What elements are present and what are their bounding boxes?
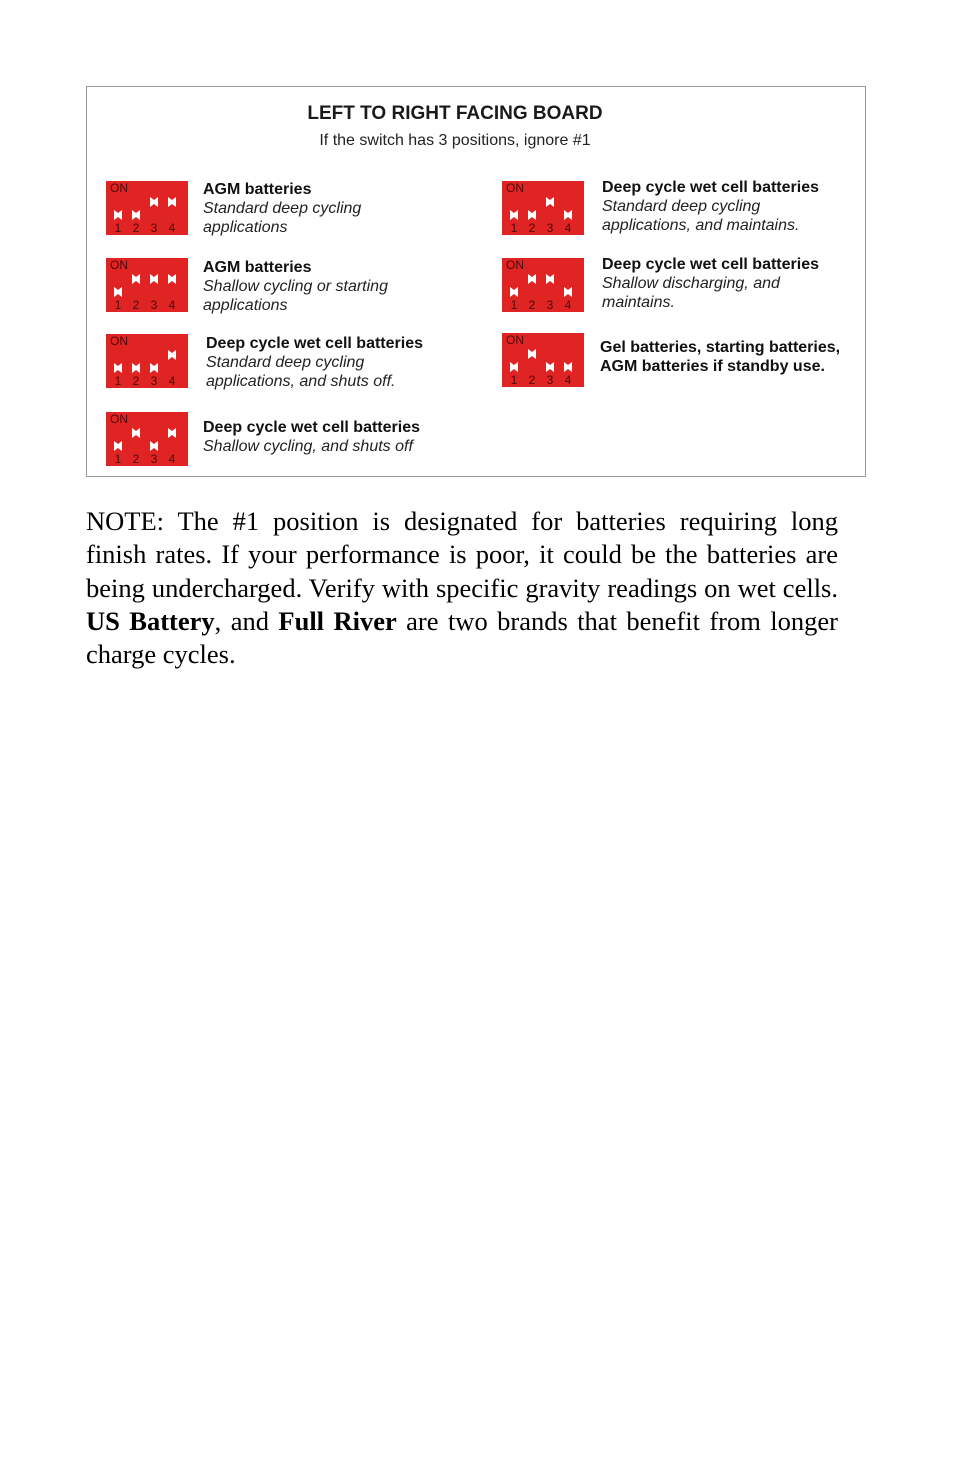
dip-switch-toggle-down xyxy=(132,363,140,373)
entry-desc: Shallow cycling or starting xyxy=(203,278,388,295)
dip-switch-number: 2 xyxy=(528,221,536,235)
entry-desc: Shallow discharging, and xyxy=(602,275,780,292)
dip-switch-toggle-up xyxy=(150,197,158,207)
dip-switch-toggle-down xyxy=(114,363,122,373)
entry-desc: applications xyxy=(203,297,288,314)
dip-on-label: ON xyxy=(110,412,128,426)
dip-switch-toggle-up xyxy=(528,349,536,359)
dip-switch-block xyxy=(502,333,584,387)
dip-switch-toggle-up xyxy=(546,197,554,207)
dip-switch-number: 4 xyxy=(564,373,572,387)
entry-desc: Shallow cycling, and shuts off xyxy=(203,438,413,455)
brand-full-river: Full River xyxy=(278,605,397,636)
note-paragraph xyxy=(86,505,838,671)
figure-subtitle: If the switch has 3 positions, ignore #1 xyxy=(319,132,591,149)
dip-switch-number: 3 xyxy=(546,373,554,387)
dip-switch-toggle-down xyxy=(150,363,158,373)
dip-switch-toggle-down xyxy=(564,362,572,372)
dip-switch-toggle-up xyxy=(132,428,140,438)
entry-desc: Standard deep cycling xyxy=(602,198,761,215)
dip-switch-number: 1 xyxy=(114,298,122,312)
entry-desc: Standard deep cycling xyxy=(206,354,365,371)
dip-switch-toggle-up xyxy=(546,274,554,284)
dip-switch-number: 1 xyxy=(510,298,518,312)
figure-title: LEFT TO RIGHT FACING BOARD xyxy=(307,103,603,124)
entry-title: AGM batteries xyxy=(203,181,312,198)
dip-switch-toggle-down xyxy=(114,441,122,451)
dip-switch-toggle-down xyxy=(132,210,140,220)
dip-switch-toggle-down xyxy=(114,287,122,297)
dip-switch-toggle-up xyxy=(528,274,536,284)
dip-switch-number: 1 xyxy=(114,221,122,235)
entry-desc: applications, and maintains. xyxy=(602,217,800,234)
note-text: are two brands that benefit from longer charge cycles. xyxy=(86,605,838,670)
dip-switch-number: 3 xyxy=(150,374,158,388)
dip-switch-number: 2 xyxy=(132,221,140,235)
entry-title: AGM batteries xyxy=(203,259,312,276)
dip-on-label: ON xyxy=(110,334,128,348)
dip-switch-number: 1 xyxy=(510,373,518,387)
dip-switch-number: 3 xyxy=(150,452,158,466)
entry-desc: applications, and shuts off. xyxy=(206,373,396,390)
dip-switch-block xyxy=(106,412,188,466)
dip-switch-figure xyxy=(86,86,866,477)
note-text: , and xyxy=(214,605,279,636)
dip-switch-number: 3 xyxy=(150,298,158,312)
dip-switch-number: 4 xyxy=(168,452,176,466)
dip-switch-number: 2 xyxy=(132,298,140,312)
dip-switch-number: 1 xyxy=(510,221,518,235)
dip-switch-block xyxy=(106,258,188,312)
dip-switch-block xyxy=(502,258,584,312)
entry-desc: applications xyxy=(203,219,288,236)
dip-switch-number: 4 xyxy=(168,298,176,312)
dip-switch-number: 2 xyxy=(132,374,140,388)
brand-us-battery: US Battery xyxy=(86,605,215,636)
dip-switch-toggle-down xyxy=(510,362,518,372)
dip-switch-toggle-up xyxy=(168,350,176,360)
dip-switch-number: 1 xyxy=(114,452,122,466)
dip-on-label: ON xyxy=(110,258,128,272)
dip-switch-number: 4 xyxy=(564,298,572,312)
entry-title: Gel batteries, starting batteries, xyxy=(600,339,841,356)
dip-switch-toggle-up xyxy=(168,428,176,438)
dip-switch-number: 2 xyxy=(132,452,140,466)
dip-switch-toggle-down xyxy=(114,210,122,220)
dip-switch-number: 1 xyxy=(114,374,122,388)
dip-on-label: ON xyxy=(506,258,524,272)
dip-switch-number: 4 xyxy=(564,221,572,235)
note-text: NOTE: The #1 position is designated for batteries requiring long finish rates. If your performance is poor, it could be the batteries are being undercharged. Verify with specific gravity readings on wet cells. xyxy=(86,506,838,603)
dip-switch-toggle-up xyxy=(168,197,176,207)
dip-switch-number: 4 xyxy=(168,374,176,388)
entry-title: Deep cycle wet cell batteries xyxy=(602,179,819,196)
dip-switch-toggle-down xyxy=(564,287,572,297)
entry-title: Deep cycle wet cell batteries xyxy=(602,256,819,273)
dip-switch-toggle-down xyxy=(546,362,554,372)
entry-title: Deep cycle wet cell batteries xyxy=(203,419,420,436)
entry-desc: maintains. xyxy=(602,294,675,311)
dip-switch-toggle-down xyxy=(528,210,536,220)
dip-switch-block xyxy=(502,181,584,235)
dip-switch-toggle-up xyxy=(168,274,176,284)
dip-switch-toggle-down xyxy=(564,210,572,220)
entry-title: AGM batteries if standby use. xyxy=(600,358,825,375)
dip-switch-number: 4 xyxy=(168,221,176,235)
dip-switch-toggle-up xyxy=(132,274,140,284)
dip-switch-number: 2 xyxy=(528,373,536,387)
dip-switch-toggle-up xyxy=(150,274,158,284)
dip-on-label: ON xyxy=(110,181,128,195)
dip-switch-toggle-down xyxy=(510,287,518,297)
dip-switch-block xyxy=(106,334,188,388)
dip-switch-toggle-down xyxy=(150,441,158,451)
dip-switch-number: 3 xyxy=(546,298,554,312)
dip-on-label: ON xyxy=(506,181,524,195)
dip-on-label: ON xyxy=(506,333,524,347)
entry-title: Deep cycle wet cell batteries xyxy=(206,335,423,352)
entry-desc: Standard deep cycling xyxy=(203,200,362,217)
dip-switch-number: 3 xyxy=(150,221,158,235)
dip-switch-block xyxy=(106,181,188,235)
dip-switch-number: 3 xyxy=(546,221,554,235)
dip-switch-toggle-down xyxy=(510,210,518,220)
dip-switch-number: 2 xyxy=(528,298,536,312)
